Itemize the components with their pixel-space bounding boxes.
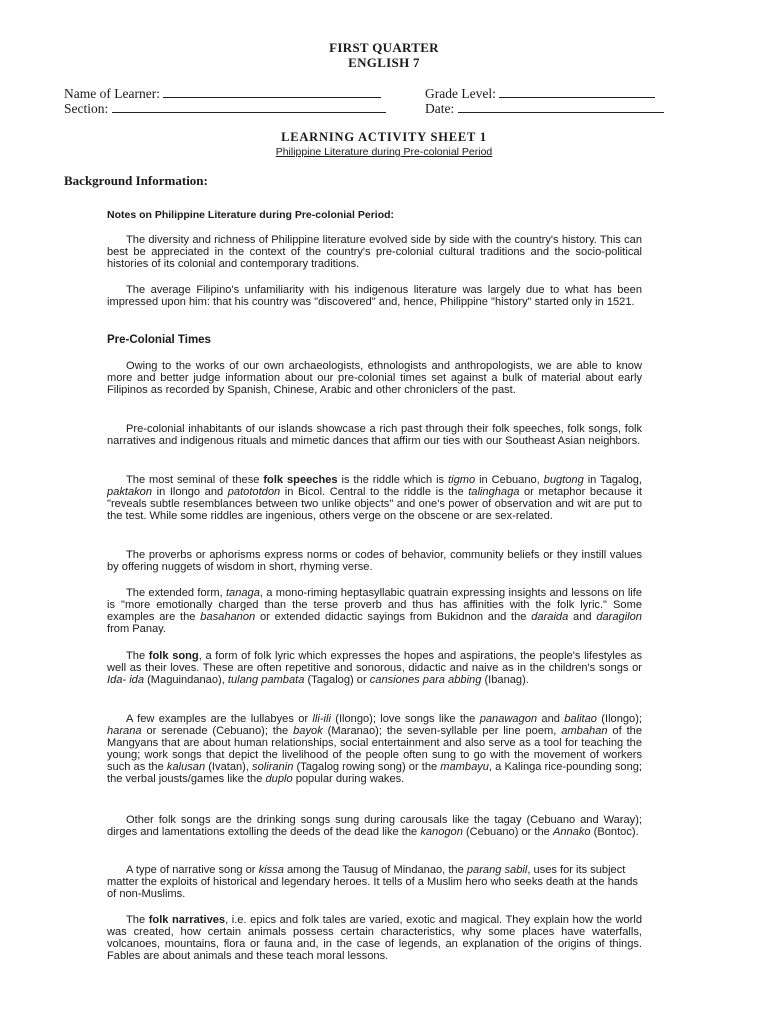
italic-term: cansiones para abbing	[369, 674, 482, 687]
paragraph-4	[107, 423, 642, 447]
paragraph-narrative-song	[107, 864, 642, 900]
italic-term: duplo	[265, 773, 293, 786]
precolonial-heading: Pre-Colonial Times	[107, 334, 211, 346]
text-run: (Cebuano) or the	[462, 826, 553, 839]
paragraph-folk-narratives	[107, 914, 642, 962]
text-run: The extended form,	[126, 587, 226, 599]
text-run: (Tagalog) or	[304, 674, 370, 687]
italic-term: daragilon	[596, 611, 642, 624]
text-run: and	[568, 611, 597, 624]
text-run: (Maranao); the seven-syllable per line poem,	[322, 725, 562, 738]
italic-term: tigmo	[448, 474, 476, 486]
section-blank-line	[112, 101, 386, 113]
italic-term: lli-ili	[312, 713, 331, 725]
sheet-title: LEARNING ACTIVITY SHEET 1	[281, 130, 487, 144]
text-run: of the Mangyans that are about human relationships, social entertainment and also serve as a tool for teaching the young; work songs that depict the livelihood of the people often sung to go with the movement of workers such as the	[107, 725, 642, 774]
text-run: The proverbs or aphorisms express norms or codes of behavior, community beliefs or they instill values by offering nuggets of wisdom in short, rhyming verse.	[107, 549, 642, 574]
bold-term: folk speeches	[263, 474, 338, 486]
paragraph-2	[107, 284, 642, 308]
italic-term: bayok	[293, 725, 323, 738]
text-run: in Tagalog,	[583, 474, 642, 486]
paragraph-other-folk-songs	[107, 814, 642, 838]
text-run: (Tagalog rowing song) or the	[293, 761, 441, 774]
paragraph-examples	[107, 713, 642, 786]
italic-term: tulang pambata	[227, 674, 305, 687]
italic-term: harana	[107, 725, 142, 738]
italic-term: soliranin	[252, 761, 294, 774]
sheet-subtitle: Philippine Literature during Pre-colonial Period	[275, 146, 493, 158]
text-run: or serenade (Cebuano); the	[141, 725, 294, 738]
italic-term: paktakon	[107, 486, 153, 499]
grade-label: Grade Level:	[425, 86, 496, 101]
text-run: , i.e. epics and folk tales are varied, exotic and magical. They explain how the world was created, how certain animals possess certain characteristics, why some places have waterfalls, volcanoes, mountains, flora or fauna and, in the case of legends, an explanation of the origins of things. Fables are about animals and these teach moral lessons.	[107, 914, 643, 963]
text-run: (Bontoc).	[590, 826, 639, 839]
text-run: A type of narrative song or	[126, 864, 259, 876]
section-field	[64, 101, 386, 117]
italic-term: parang sabil	[466, 864, 528, 876]
italic-term: bugtong	[543, 474, 584, 486]
italic-term: kissa	[258, 864, 284, 876]
paragraph-folk-song	[107, 650, 642, 686]
text-run: A few examples are the lullabyes or	[126, 713, 313, 725]
italic-term: talinghaga	[468, 486, 520, 499]
text-run: , uses for its subject matter the exploits of historical and legendary heroes. It tells of a Muslim hero who seeks death at the hands of non-Muslims.	[107, 864, 638, 901]
name-of-learner-field	[64, 86, 381, 102]
text-run: Other folk songs are the drinking songs sung during carousals like the tagay (Cebuano and Waray); dirges and lamentations extolling the deeds of the dead like the	[107, 814, 642, 839]
italic-term: tanaga	[225, 587, 260, 599]
name-label: Name of Learner:	[64, 86, 160, 101]
italic-term: mambayu	[440, 761, 489, 774]
italic-term: basahanon	[200, 611, 256, 624]
date-blank-line	[458, 101, 664, 113]
quarter-title: FIRST QUARTER	[329, 40, 439, 55]
bold-term: folk song	[148, 650, 199, 662]
text-run: or metaphor because it "reveals subtle resemblances between two unlike objects" and one's power of observation and wit are put to the test. While some riddles are ingenious, others verge on the obscene or are sex-related.	[107, 486, 642, 523]
text-run: (Maguindanao),	[144, 674, 228, 687]
text-run: (Ilongo);	[596, 713, 643, 725]
text-run: , a Kalinga rice-pounding song; the verbal jousts/games like the	[107, 761, 643, 786]
italic-term: kanogon	[420, 826, 463, 839]
italic-term: patototdon	[227, 486, 281, 499]
text-run: (Ibanag).	[481, 674, 529, 687]
italic-term: panawagon	[479, 713, 538, 725]
name-blank-line	[163, 86, 381, 98]
italic-term: daraida	[531, 611, 569, 624]
text-run: The average Filipino's unfamiliarity with his indigenous literature was largely due to what has been impressed upon him: that his country was "discovered" and, hence, Philippine "history" started only in 1521.	[107, 284, 642, 309]
date-label: Date:	[425, 101, 455, 116]
italic-term: balitao	[564, 713, 597, 725]
text-run: The	[126, 650, 149, 662]
text-run: (Ivatan),	[205, 761, 253, 774]
bold-term: folk narratives	[148, 914, 226, 926]
text-run: , a mono-riming heptasyllabic quatrain expressing insights and lessons on life is "more emotionally charged than the terse proverb and thus has affinities with the folk lyric." Some examples are the	[107, 587, 643, 624]
text-run: popular during wakes.	[292, 773, 405, 786]
subject-title: ENGLISH 7	[348, 55, 420, 70]
text-run: (Ilongo); love songs like the	[330, 713, 480, 725]
grade-level-field	[425, 86, 655, 102]
text-run: from Panay.	[107, 623, 166, 636]
text-run: The	[126, 914, 149, 926]
text-run: Owing to the works of our own archaeologists, ethnologists and anthropologists, we are able to know more and better judge information about our pre-colonial times set against a bulk of material about early Filipinos as recorded by Spanish, Chinese, Arabic and other chroniclers of the past.	[107, 360, 642, 397]
text-run: and	[537, 713, 565, 725]
italic-term: ambahan	[561, 725, 608, 738]
paragraph-3	[107, 360, 642, 396]
text-run: or extended didactic sayings from Bukidnon and the	[255, 611, 532, 624]
text-run: The most seminal of these	[126, 474, 264, 486]
paragraph-folk-speeches	[107, 474, 642, 522]
italic-term: Annako	[552, 826, 591, 839]
date-field	[425, 101, 664, 117]
text-run: in Bicol. Central to the riddle is the	[280, 486, 469, 499]
text-run: in Ilongo and	[152, 486, 228, 499]
background-heading: Background Information:	[64, 173, 208, 188]
paragraph-proverbs	[107, 549, 642, 573]
italic-term: Ida- ida	[107, 674, 145, 687]
text-run: is the riddle which is	[337, 474, 449, 486]
paragraph-tanaga	[107, 587, 642, 635]
paragraph-1	[107, 234, 642, 270]
grade-blank-line	[499, 86, 655, 98]
text-run: The diversity and richness of Philippine literature evolved side by side with the country's history. This can best be appreciated in the context of the country's pre-colonial cultural traditions and the socio-political histories of its colonial and contemporary traditions.	[107, 234, 642, 271]
text-run: Pre-colonial inhabitants of our islands showcase a rich past through their folk speeches, folk songs, folk narratives and indigenous rituals and mimetic dances that affirm our ties with our Southeast Asian neighbors.	[107, 423, 642, 448]
text-run: in Cebuano,	[475, 474, 544, 486]
text-run: , a form of folk lyric which expresses the hopes and aspirations, the people's lifestyles as well as their loves. These are often repetitive and sonorous, didactic and naive as in the children's songs or	[107, 650, 642, 675]
notes-heading: Notes on Philippine Literature during Pre-colonial Period:	[107, 209, 395, 221]
italic-term: kalusan	[166, 761, 206, 774]
section-label: Section:	[64, 101, 109, 116]
text-run: among the Tausug of Mindanao, the	[283, 864, 467, 876]
